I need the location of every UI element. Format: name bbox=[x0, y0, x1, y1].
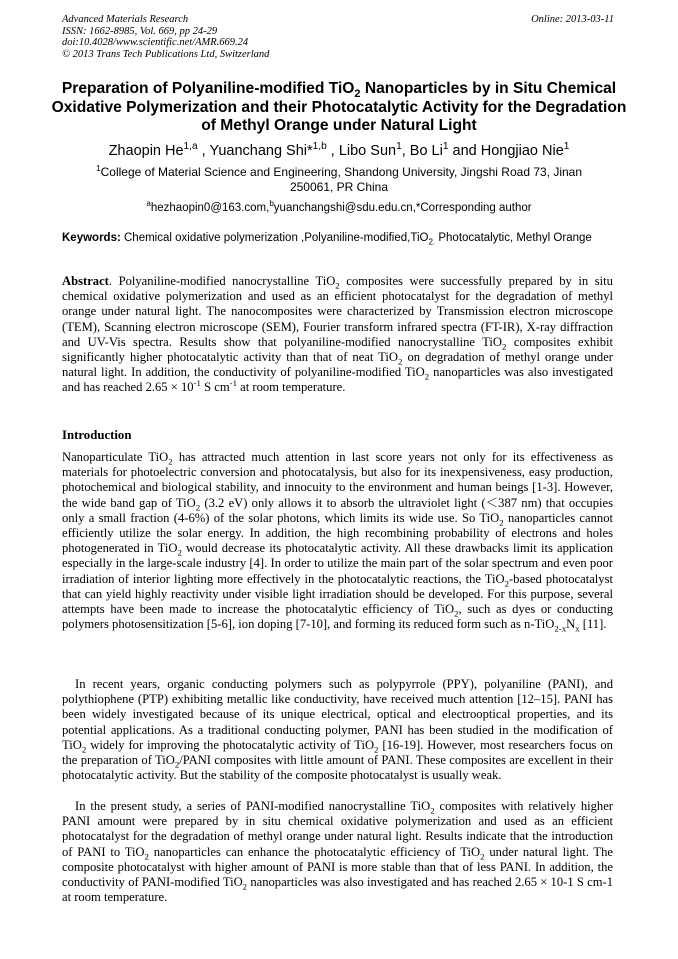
intro-paragraph-3: In the present study, a series of PANI-modified nanocrystalline TiO$_2$ composites with relatively higher PANI amount were prepared by in situ chemical oxidative polymerization and used as an efficient photocatalyst for the degradation of methyl orange under natural light. Results indicate that the introduction of PANI to TiO$_2$ nanoparticles can enhance the photocatalytic efficiency of TiO$_2$ under natural light. The composite photocatalyst with higher amount of PANI is more stable than that of less PANI. In addition, the conductivity of PANI-modified TiO$_2$ nanoparticles was also investigated and has reached 2.65 × 10-1 S cm-1 at room temperature. bbox=[62, 799, 614, 905]
doi: doi:10.4028/www.scientific.net/AMR.669.24 bbox=[62, 37, 249, 49]
intro-paragraph-1: Nanoparticulate TiO$_2$ has attracted much attention in last score years not only for its effectiveness as materials for photoelectric conversion and photocatalysis, but also for its inexpensiveness, easy production, photochemical and biological stability, and innocuity to the environment and human beings [1-3]. However, the wide band gap of TiO$_2$ (3.2 eV) only allows it to absorb the ultraviolet light (＜387 nm) that occupies only a small fraction (4-6%) of the solar photons, which limits its wide use. So TiO$_2$ nanoparticles cannot efficiently utilize the solar energy. In addition, the high recombining probability of electrons and holes photogenerated in TiO$_2$ would decrease its photocatalytic activity. All these drawbacks limit its application especially in the large-scale industry [4]. In order to utilize the main part of the solar spectrum and even poor irradiation of interior lighting more effectively in the photocatalytic reactions, the TiO$_2$-based photocatalyst that can yield highly reactivity under visible light irradiation should be developed. For this purpose, several attempts have been made to increase the photocatalytic efficiency of TiO$_2$, such as dyes or conducting polymers photosensitization [5-6], ion doping [7-10], and forming its reduced form such as $n-TiO_{2-x}N_x$ [11]. bbox=[62, 450, 614, 634]
paper-title: Preparation of Polyaniline-modified TiO$_2$ Nanoparticles by in Situ Chemical Oxidative Polymerization and their Photocatalytic Activity for the Degradation of Methyl Orange under Natural Light bbox=[51, 80, 627, 134]
keywords-label: Keywords: bbox=[62, 232, 121, 244]
email-a: hezhaopin0@163.com, bbox=[150, 202, 270, 214]
affiliation: $^1$College of Material Science and Engineering, Shandong University, Jingshi Road 73, Jinan 250061, PR China bbox=[95, 163, 583, 194]
issn: ISSN: 1662-8985, Vol. 669, pp 24-29 bbox=[62, 25, 218, 37]
abstract-label: Abstract bbox=[62, 274, 109, 288]
online-date: Online: 2013-03-11 bbox=[531, 14, 614, 25]
email-line: $^a$hezhaopin0@163.com,$^b$yuanchangshi@sdu.edu.cn,*Corresponding author bbox=[146, 199, 532, 214]
journal-name: Advanced Materials Research bbox=[62, 14, 189, 25]
author: Yuanchang Shi* bbox=[209, 143, 313, 159]
abstract: Abstract. Polyaniline-modified nanocrystalline TiO$_2$ composites were successfully prepared by in situ chemical oxidative polymerization and used as an efficient photocatalyst for the degradation of methyl orange under natural light. The nanocomposites were characterized by Transmission electron microscope (TEM), Scanning electron microscope (SEM), Fourier transform infrared spectra (FT-IR), X-ray diffraction and UV-Vis spectra. Results show that polyaniline-modified nanocrystalline TiO$_2$ composites exhibit significantly higher photocatalytic activity than that of neat TiO$_2$ on degradation of methyl orange under natural light. In addition, the conductivity of polyaniline-modified TiO$_2$ nanoparticles was also investigated and has reached $2.65 \times 10^{-1}$ S $cm^{-1}$ at room temperature. bbox=[62, 274, 613, 395]
author: Zhaopin He bbox=[108, 143, 184, 159]
author: Hongjiao Nie bbox=[480, 143, 564, 159]
intro-paragraph-2: In recent years, organic conducting polymers such as polypyrrole (PPY), polyaniline (PANI), and polythiophene (PTP) exhibiting metallic like conductivity, have received much attention [12–15]. PANI has been widely investigated because of its unique electrical, optical and electrooptical properties, and its potential applications. As a traditional conducting polymer, PANI has been studied in the modification of TiO$_2$ widely for improving the photocatalytic activity of TiO$_2$ [16-19]. However, most researchers focus on the preparation of TiO$_2$/PANI composites with little amount of PANI. These composites are excellent in their photocatalytic activity. But the stability of the composite photocatalyst is usually weak. bbox=[62, 677, 613, 783]
author-list: Zhaopin He$^{1,a}$ , Yuanchang Shi*$^{1,b}$ , Libo Sun$^1$, Bo Li$^1$ and Hongjiao Nie$^1$ bbox=[108, 141, 570, 159]
author: Bo Li bbox=[409, 143, 443, 159]
section-heading-introduction: Introduction bbox=[62, 428, 132, 442]
keywords: Keywords: Chemical oxidative polymerization ,Polyaniline-modified,TiO$_{2.}$ Photocatalytic, Methyl Orange bbox=[62, 232, 592, 247]
copyright: © 2013 Trans Tech Publications Ltd, Switzerland bbox=[62, 48, 270, 60]
journal-meta bbox=[62, 14, 269, 60]
email-b: yuanchangshi@sdu.edu.cn,*Corresponding author bbox=[273, 202, 532, 214]
author: Libo Sun bbox=[338, 143, 397, 159]
